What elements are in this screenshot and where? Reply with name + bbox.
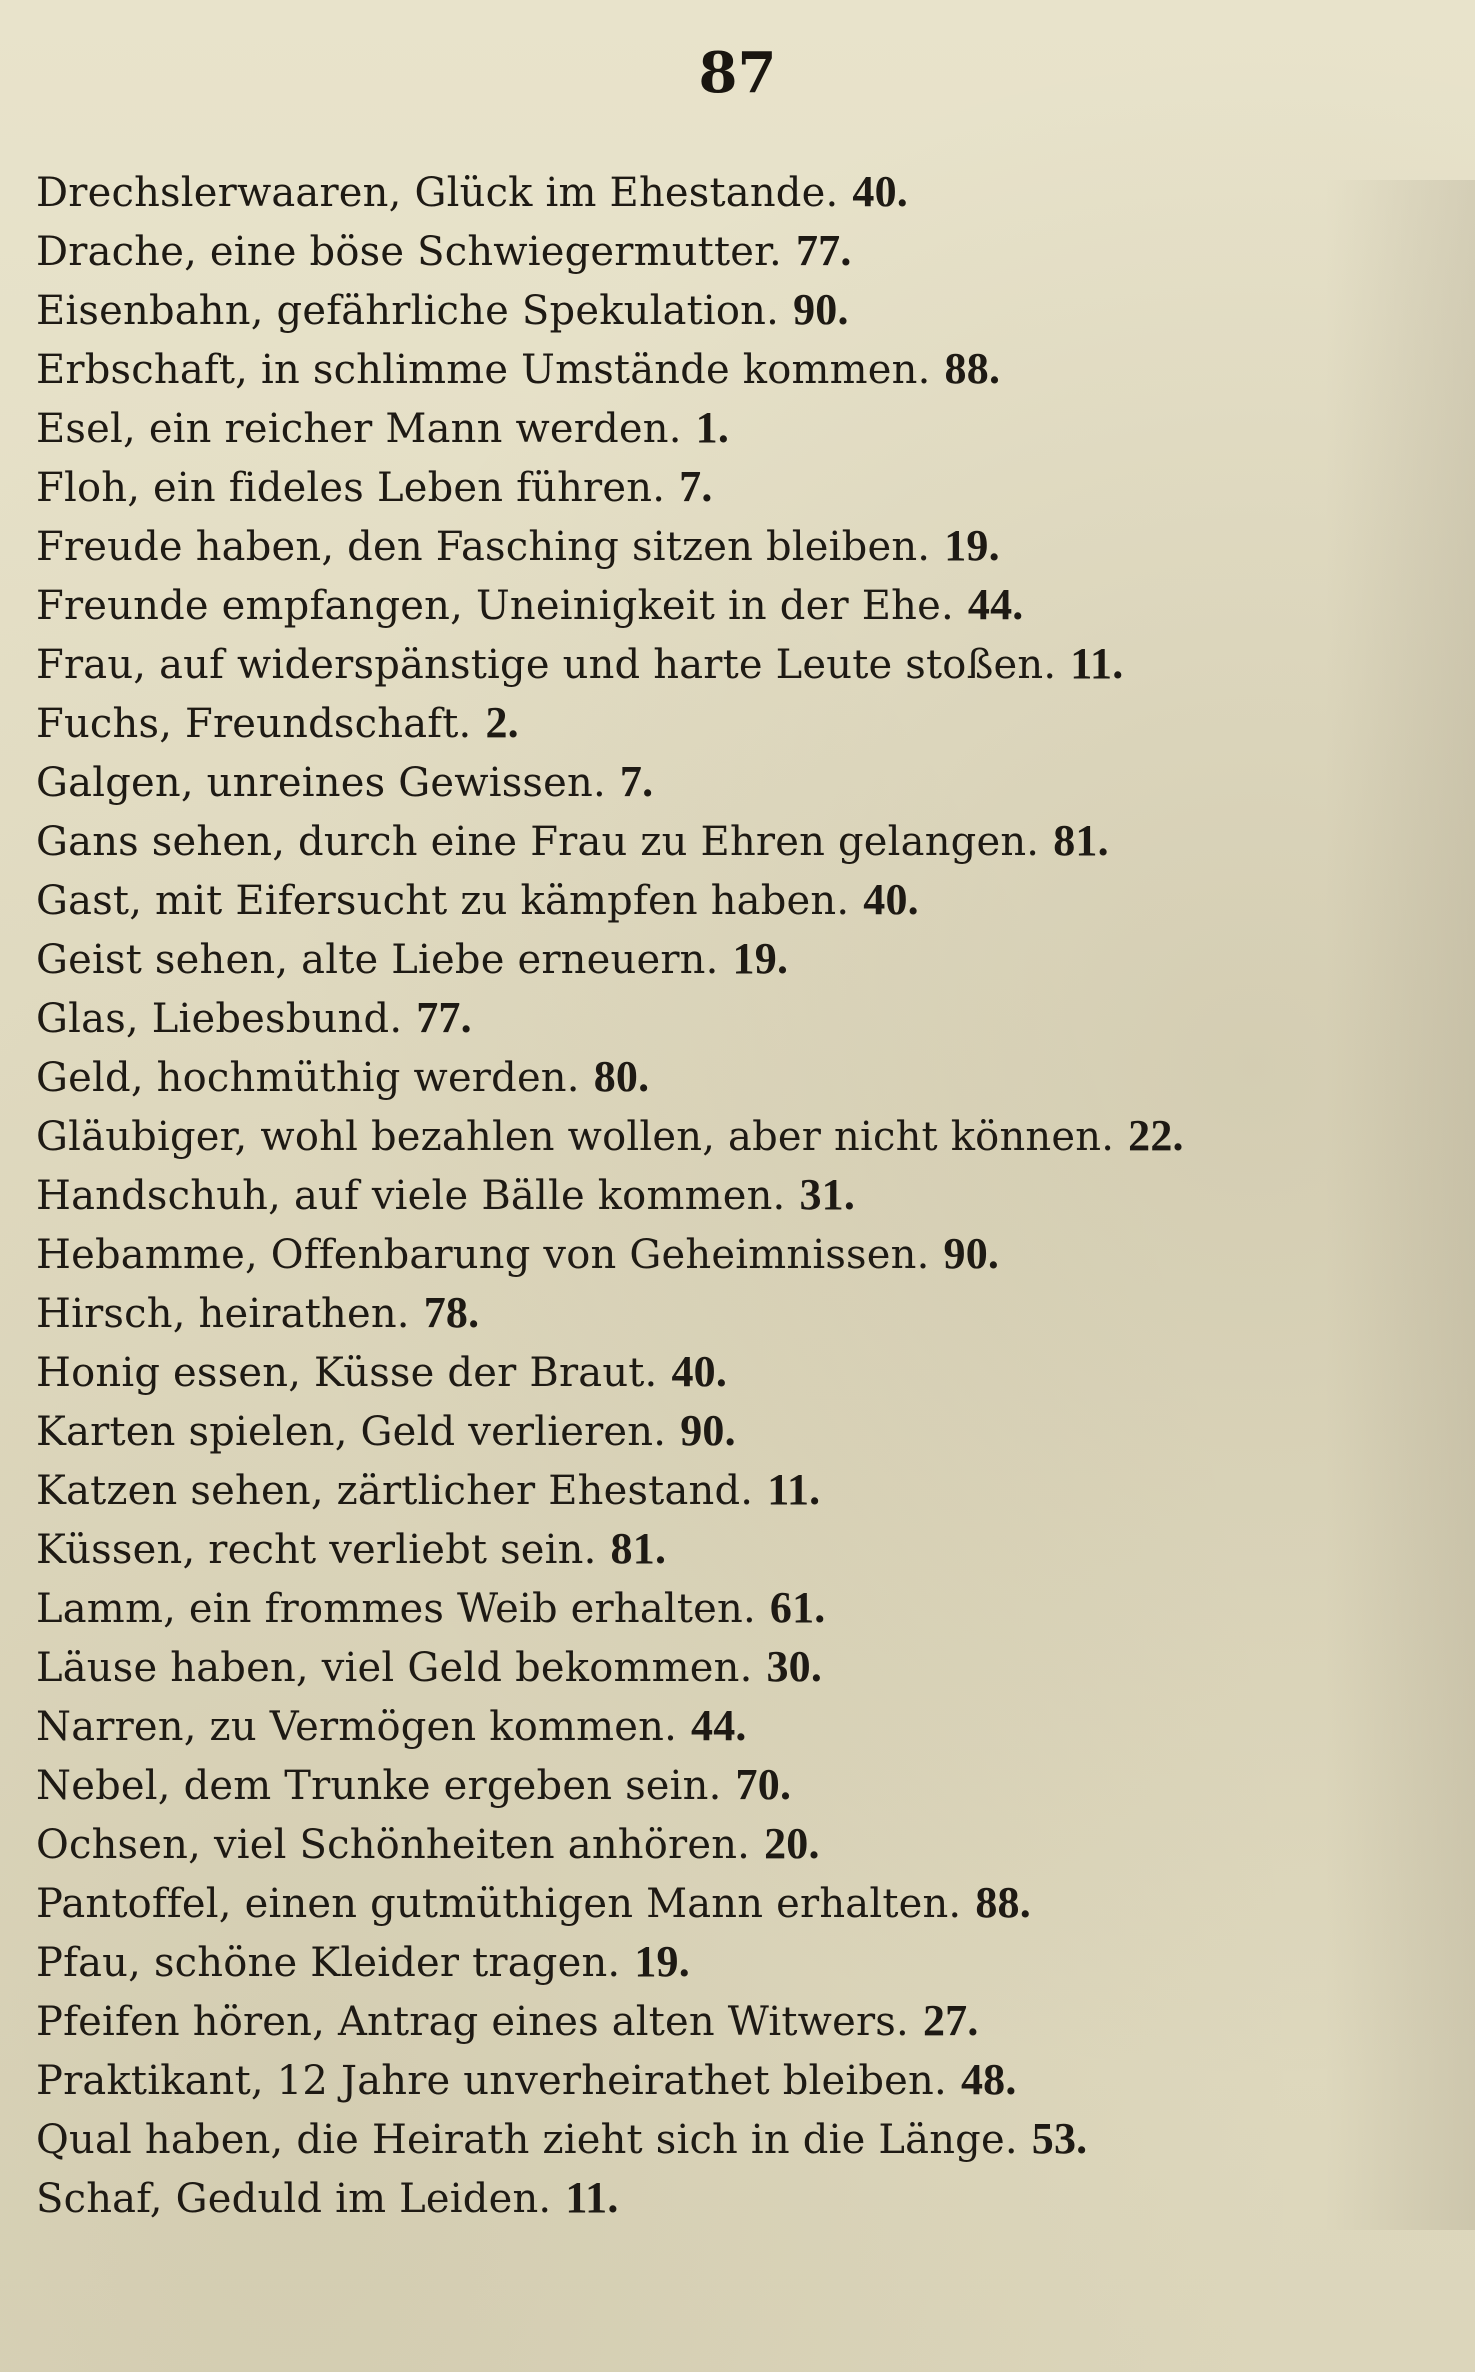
entry-text: Karten spielen, Geld verlieren.	[36, 1409, 667, 1455]
index-entry	[36, 575, 1436, 634]
entry-page-number: 11.	[1070, 639, 1124, 688]
index-entry	[36, 1932, 1436, 1991]
entry-text: Erbschaft, in schlimme Umstände kommen.	[36, 347, 931, 393]
entry-page-number: 40.	[863, 875, 919, 924]
entry-text: Pfau, schöne Kleider tragen.	[36, 1940, 621, 1986]
index-entry	[36, 1224, 1436, 1283]
entry-text: Läuse haben, viel Geld bekommen.	[36, 1645, 753, 1691]
index-entry	[36, 693, 1436, 752]
entry-text: Fuchs, Freundschaft.	[36, 701, 472, 747]
entry-page-number: 70.	[735, 1760, 792, 1809]
entry-page-number: 61.	[769, 1583, 826, 1632]
entry-text: Galgen, unreines Gewissen.	[36, 760, 606, 806]
entry-text: Nebel, dem Trunke ergeben sein.	[36, 1763, 722, 1809]
entry-text: Esel, ein reicher Mann werden.	[36, 406, 682, 452]
index-entry	[36, 1873, 1436, 1932]
entry-text: Narren, zu Vermögen kommen.	[36, 1704, 678, 1750]
index-entry	[36, 870, 1436, 929]
entry-text: Qual haben, die Heirath zieht sich in die Länge.	[36, 2117, 1018, 2163]
entry-text: Gans sehen, durch eine Frau zu Ehren gelangen.	[36, 819, 1040, 865]
index-entry	[36, 811, 1436, 870]
entry-page-number: 30.	[766, 1642, 823, 1691]
entry-text: Pantoffel, einen gutmüthigen Mann erhalten.	[36, 1881, 962, 1927]
entry-page-number: 44.	[967, 580, 1024, 629]
entry-text: Pfeifen hören, Antrag eines alten Witwers.	[36, 1999, 909, 2045]
page-number: 87	[698, 40, 777, 106]
entry-page-number: 22.	[1128, 1111, 1184, 1160]
entry-text: Gast, mit Eifersucht zu kämpfen haben.	[36, 878, 850, 924]
index-entry	[36, 1578, 1436, 1637]
index-entry	[36, 1165, 1436, 1224]
entry-page-number: 20.	[764, 1819, 820, 1868]
entry-text: Eisenbahn, gefährliche Spekulation.	[36, 288, 780, 334]
entry-text: Ochsen, viel Schönheiten anhören.	[36, 1822, 751, 1868]
entry-page-number: 81.	[610, 1524, 667, 1573]
index-entry	[36, 221, 1436, 280]
index-entry	[36, 516, 1436, 575]
entry-text: Drache, eine böse Schwiegermutter.	[36, 229, 782, 275]
index-entry	[36, 398, 1436, 457]
entry-text: Katzen sehen, zärtlicher Ehestand.	[36, 1468, 754, 1514]
entry-text: Praktikant, 12 Jahre unverheirathet bleiben.	[36, 2058, 947, 2104]
index-entry	[36, 1047, 1436, 1106]
entry-text: Lamm, ein frommes Weib erhalten.	[36, 1586, 756, 1632]
entry-page-number: 78.	[423, 1288, 480, 1337]
index-entry	[36, 988, 1436, 1047]
index-entry	[36, 1401, 1436, 1460]
dream-index-list	[36, 162, 1436, 2227]
entry-page-number: 77.	[795, 226, 852, 275]
entry-page-number: 48.	[960, 2055, 1017, 2104]
entry-text: Handschuh, auf viele Bälle kommen.	[36, 1173, 786, 1219]
entry-page-number: 88.	[944, 344, 1001, 393]
index-entry	[36, 2109, 1436, 2168]
index-entry	[36, 634, 1436, 693]
index-entry	[36, 1283, 1436, 1342]
index-entry	[36, 2050, 1436, 2109]
entry-page-number: 80.	[593, 1052, 650, 1101]
entry-page-number: 19.	[944, 521, 1000, 570]
entry-text: Schaf, Geduld im Leiden.	[36, 2176, 552, 2222]
entry-page-number: 11.	[767, 1465, 821, 1514]
entry-page-number: 88.	[975, 1878, 1031, 1927]
index-entry	[36, 280, 1436, 339]
entry-page-number: 90.	[793, 285, 849, 334]
index-entry	[36, 2168, 1436, 2227]
index-entry	[36, 752, 1436, 811]
entry-text: Hebamme, Offenbarung von Geheimnissen.	[36, 1232, 930, 1278]
index-entry	[36, 1814, 1436, 1873]
entry-text: Frau, auf widerspänstige und harte Leute stoßen.	[36, 642, 1057, 688]
index-entry	[36, 1519, 1436, 1578]
entry-page-number: 90.	[943, 1229, 1000, 1278]
index-entry	[36, 929, 1436, 988]
index-entry	[36, 1637, 1436, 1696]
entry-page-number: 44.	[691, 1701, 747, 1750]
index-entry	[36, 162, 1436, 221]
entry-text: Freunde empfangen, Uneinigkeit in der Ehe.	[36, 583, 954, 629]
entry-page-number: 53.	[1031, 2114, 1088, 2163]
index-entry	[36, 1991, 1436, 2050]
entry-text: Honig essen, Küsse der Braut.	[36, 1350, 658, 1396]
entry-page-number: 40.	[852, 167, 909, 216]
entry-text: Küssen, recht verliebt sein.	[36, 1527, 597, 1573]
entry-page-number: 7.	[679, 462, 713, 511]
entry-page-number: 7.	[619, 757, 654, 806]
entry-text: Glas, Liebesbund.	[36, 996, 403, 1042]
index-entry	[36, 1755, 1436, 1814]
entry-text: Hirsch, heirathen.	[36, 1291, 410, 1337]
index-entry	[36, 1106, 1436, 1165]
entry-text: Geist sehen, alte Liebe erneuern.	[36, 937, 719, 983]
entry-text: Freude haben, den Fasching sitzen bleiben.	[36, 524, 931, 570]
entry-page-number: 1.	[695, 403, 730, 452]
index-entry	[36, 457, 1436, 516]
index-entry	[36, 1342, 1436, 1401]
entry-page-number: 31.	[799, 1170, 856, 1219]
entry-page-number: 40.	[671, 1347, 728, 1396]
entry-text: Floh, ein fideles Leben führen.	[36, 465, 666, 511]
entry-page-number: 19.	[634, 1937, 690, 1986]
entry-text: Drechslerwaaren, Glück im Ehestande.	[36, 170, 839, 216]
entry-page-number: 19.	[732, 934, 789, 983]
index-entry	[36, 339, 1436, 398]
entry-page-number: 77.	[416, 993, 472, 1042]
entry-text: Gläubiger, wohl bezahlen wollen, aber nicht können.	[36, 1114, 1115, 1160]
entry-page-number: 90.	[680, 1406, 736, 1455]
entry-page-number: 2.	[485, 698, 519, 747]
entry-page-number: 11.	[565, 2173, 619, 2222]
entry-page-number: 81.	[1053, 816, 1109, 865]
entry-page-number: 27.	[922, 1996, 979, 2045]
index-entry	[36, 1696, 1436, 1755]
entry-text: Geld, hochmüthig werden.	[36, 1055, 580, 1101]
index-entry	[36, 1460, 1436, 1519]
